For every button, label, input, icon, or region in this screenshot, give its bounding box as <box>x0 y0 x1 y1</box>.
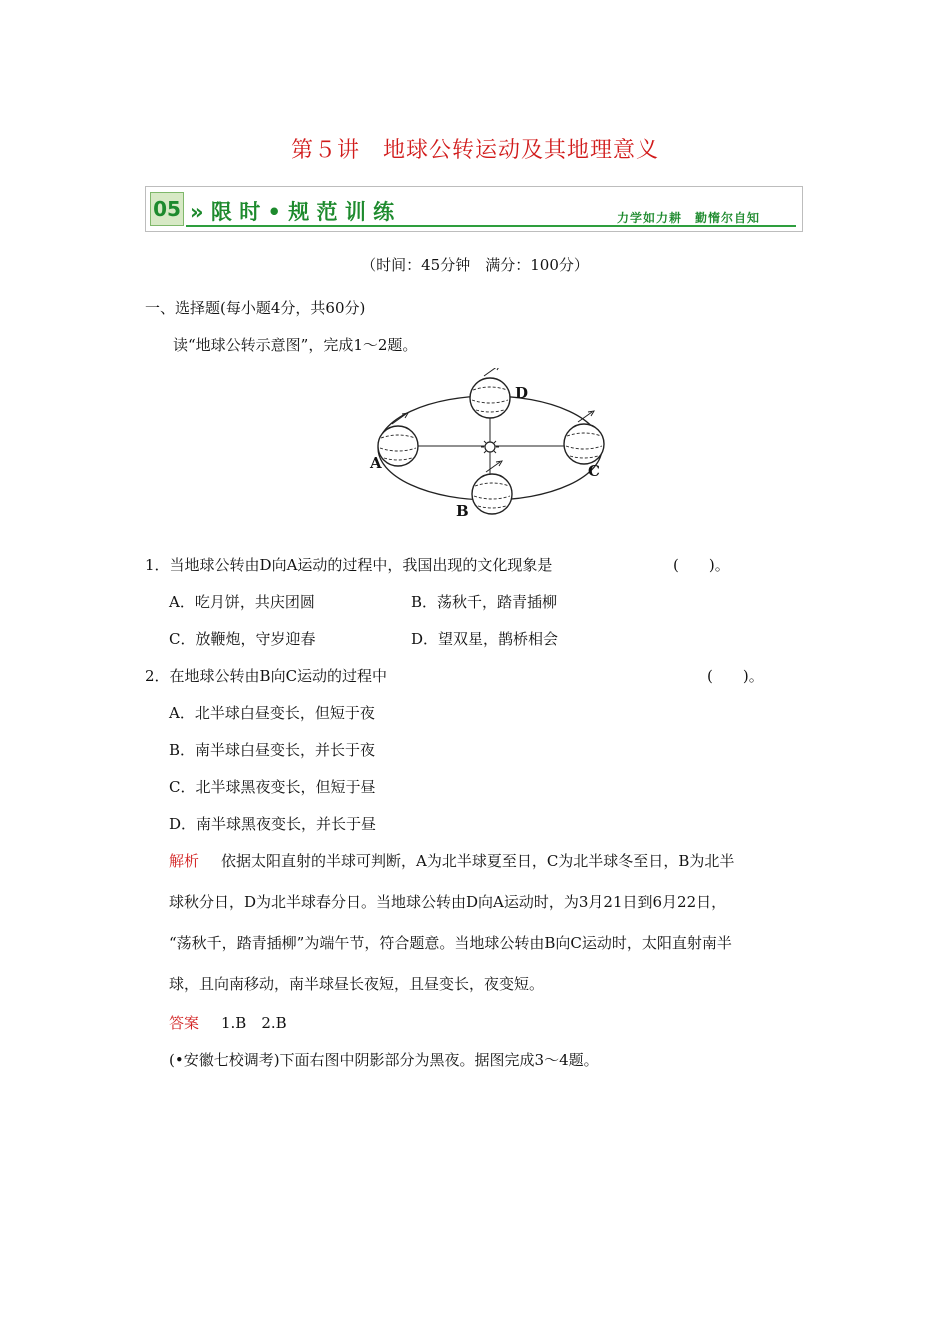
banner-badge: 05 <box>150 192 184 226</box>
q1-option-c: C．放鞭炮，守岁迎春 <box>169 630 316 648</box>
banner-underline <box>186 225 796 227</box>
label-d: D <box>515 384 529 402</box>
q2-option-c: C．北半球黑夜变长，但短于昼 <box>169 778 376 796</box>
q1-option-b: B．荡秋千，踏青插柳 <box>411 593 558 611</box>
q1-answer-bracket: ( )。 <box>673 556 730 574</box>
banner-motto: 力学如力耕 勤惰尔自知 <box>616 211 760 225</box>
earth-icon-b <box>472 461 512 514</box>
label-b: B <box>456 502 469 520</box>
section-banner <box>145 186 803 232</box>
label-c: C <box>588 462 600 480</box>
next-intro: (•安徽七校调考)下面右图中阴影部分为黑夜。据图完成3～4题。 <box>169 1051 599 1069</box>
earth-icon-a <box>378 413 418 466</box>
banner-heading: » 限 时 • 规 范 训 练 <box>190 200 395 224</box>
earth-icon-d <box>470 368 510 418</box>
answer-text: 1.B 2.B <box>221 1014 287 1032</box>
section-heading: 一、选择题(每小题4分，共60分) <box>145 299 366 317</box>
q2-option-a: A．北半球白昼变长，但短于夜 <box>169 704 375 722</box>
time-info: （时间：45分钟 满分：100分） <box>361 256 589 274</box>
sun-icon <box>481 438 499 456</box>
q2-option-d: D．南半球黑夜变长，并长于昼 <box>169 815 377 833</box>
orbit-diagram <box>360 368 620 523</box>
q1-stem: 1．当地球公转由D向A运动的过程中，我国出现的文化现象是 <box>145 556 553 574</box>
analysis-line-3: “荡秋千，踏青插柳”为端午节，符合题意。当地球公转由B向C运动时，太阳直射南半 <box>169 934 732 952</box>
q2-answer-bracket: ( )。 <box>707 667 764 685</box>
q2-option-b: B．南半球白昼变长，并长于夜 <box>169 741 376 759</box>
q1-option-d: D．望双星，鹊桥相会 <box>411 630 559 648</box>
answer-label: 答案 <box>169 1014 200 1032</box>
analysis-line-2: 球秋分日，D为北半球春分日。当地球公转由D向A运动时，为3月21日到6月22日， <box>169 893 727 911</box>
analysis-line-1: 依据太阳直射的半球可判断，A为北半球夏至日，C为北半球冬至日，B为北半 <box>221 852 735 870</box>
q1-option-a: A．吃月饼，共庆团圆 <box>169 593 315 611</box>
intro-text: 读“地球公转示意图”，完成1～2题。 <box>173 336 418 354</box>
analysis-line-4: 球，且向南移动，南半球昼长夜短，且昼变长，夜变短。 <box>169 975 545 993</box>
analysis-label: 解析 <box>169 852 200 870</box>
q2-stem: 2．在地球公转由B向C运动的过程中 <box>145 667 388 685</box>
page-title: 第５讲 地球公转运动及其地理意义 <box>290 138 659 163</box>
label-a: A <box>370 454 382 472</box>
